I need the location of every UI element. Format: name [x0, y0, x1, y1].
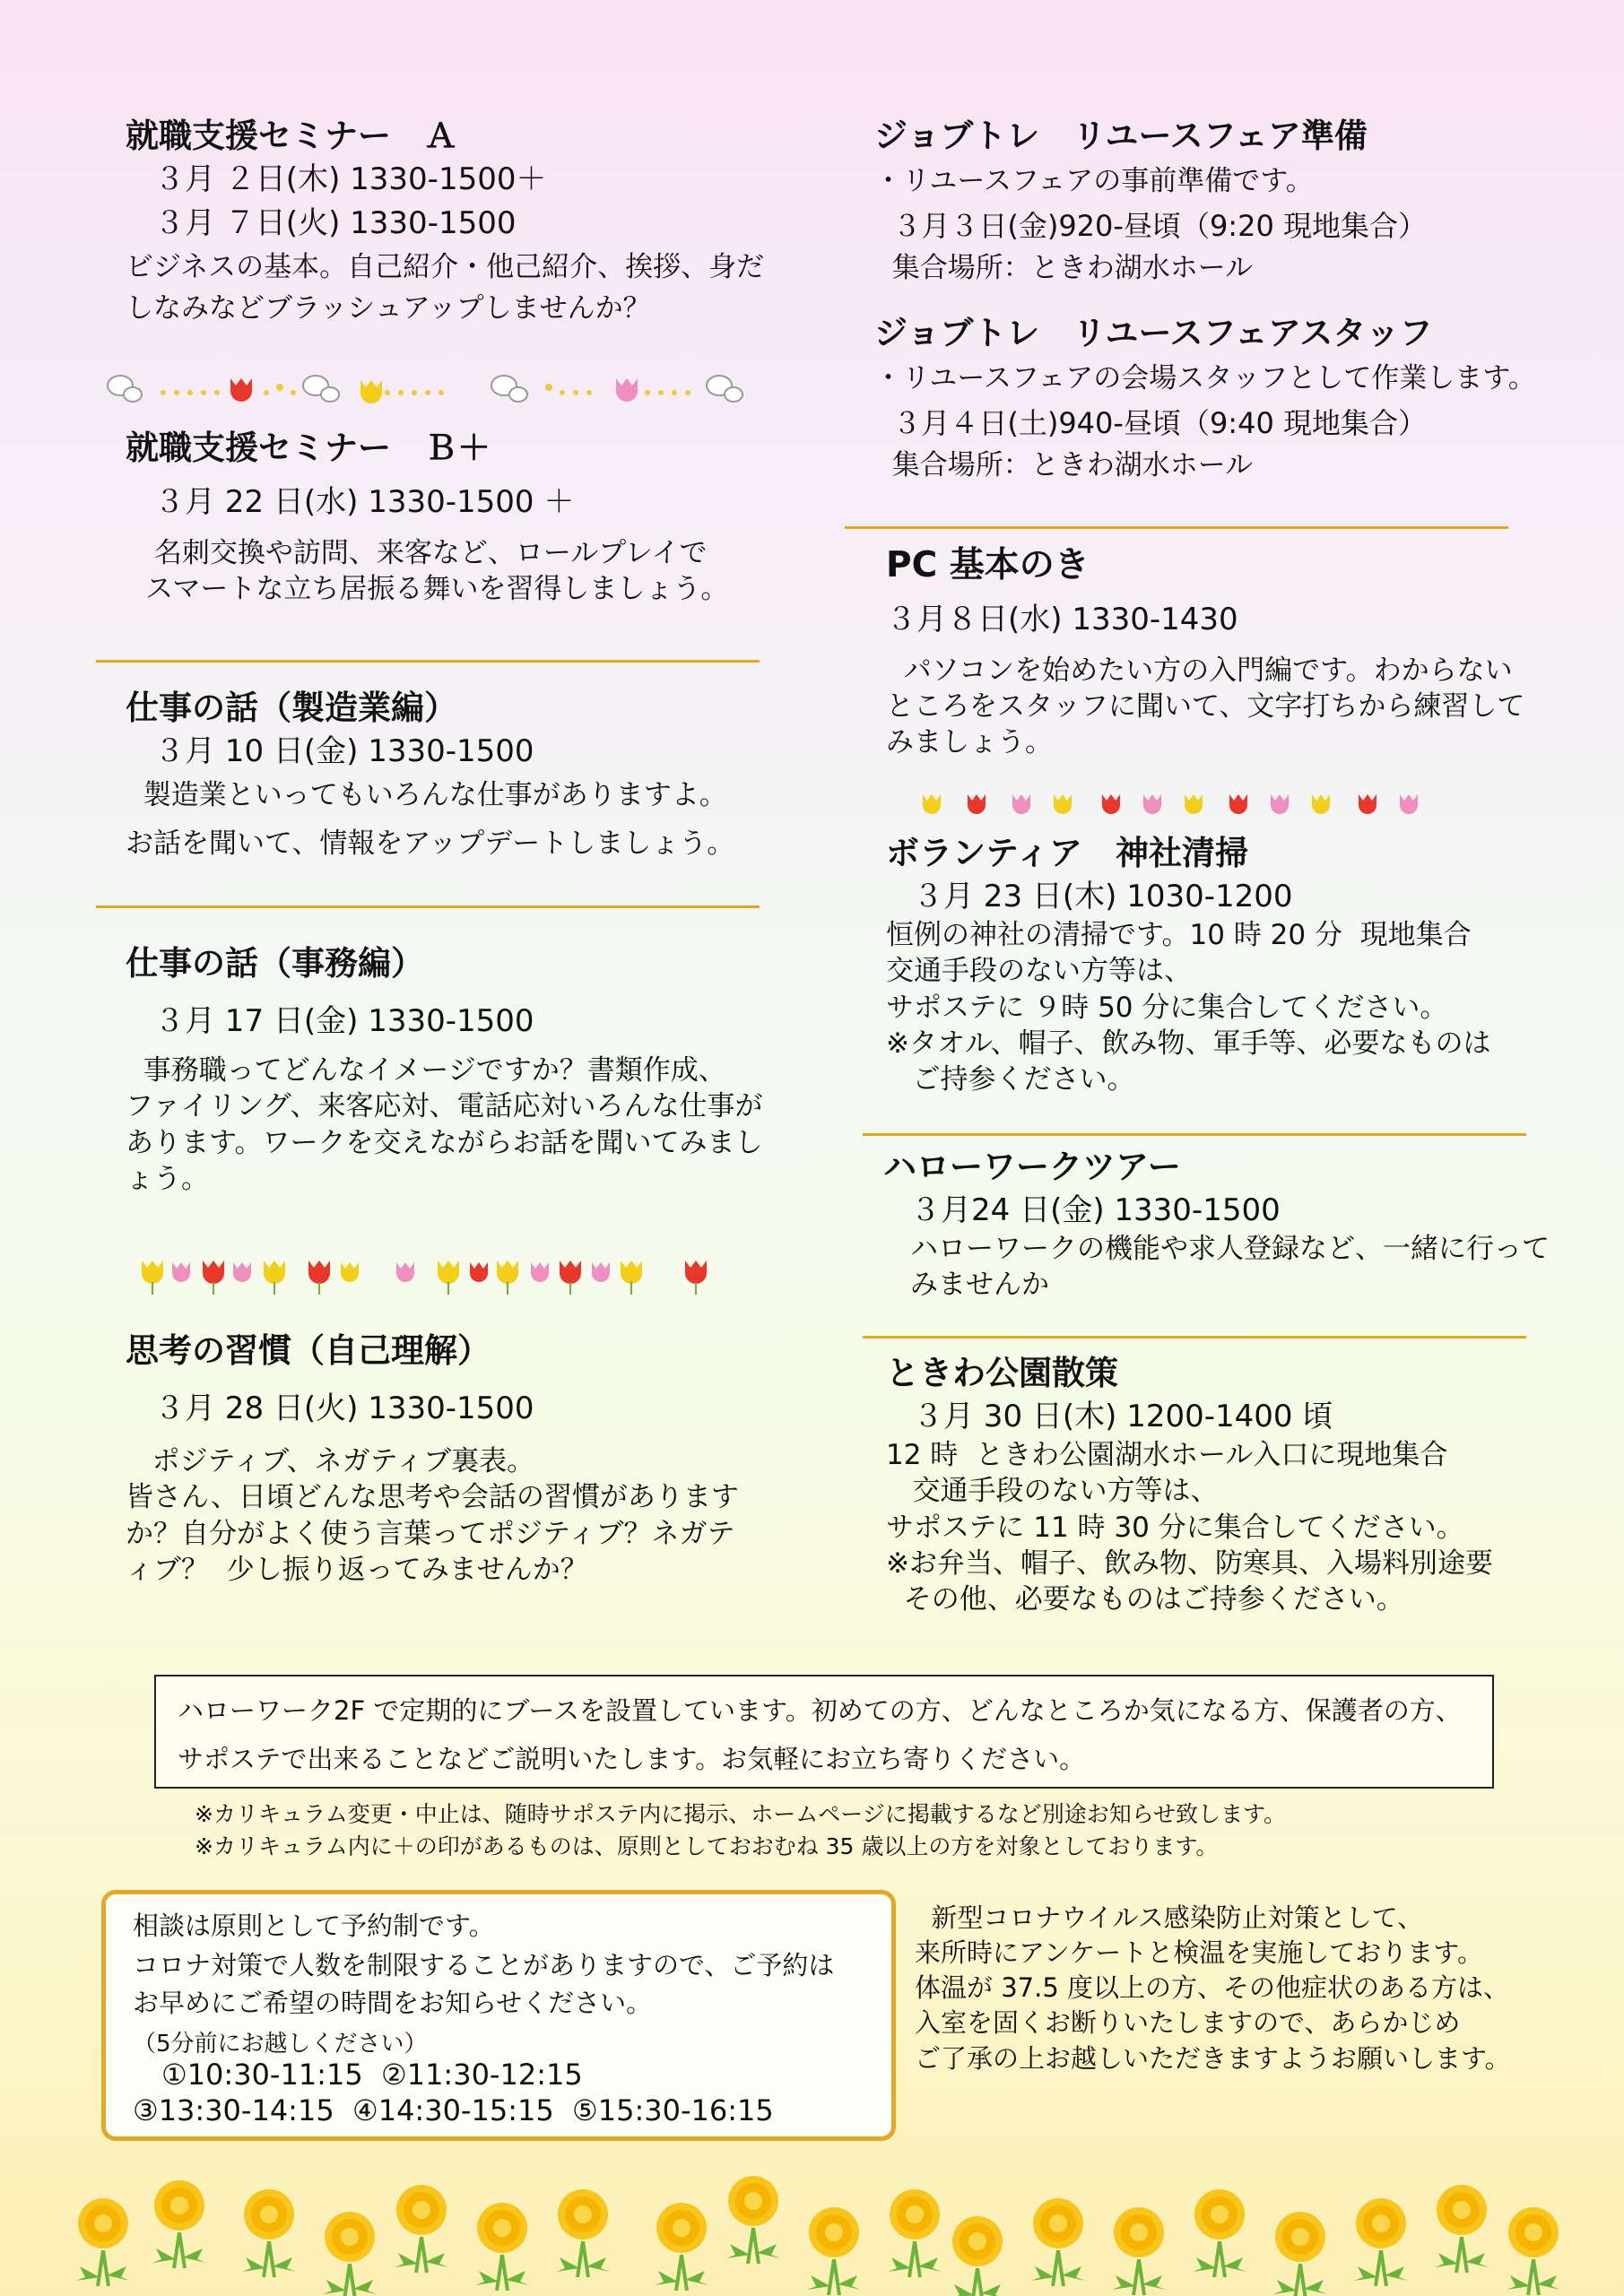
- section-body: 事務職ってどんなイメージですか？書類作成、: [126, 1054, 726, 1087]
- section-body: 名刺交換や訪問、来客など、ロールプレイで: [145, 537, 708, 570]
- section-title: 思考の習慣（自己理解）: [126, 1331, 491, 1370]
- dandelion-icon: [76, 2198, 130, 2286]
- section-body: サポステに ９時 50 分に集合してください。: [886, 991, 1448, 1024]
- section-date: ３月24 日(金) 1330-1500: [910, 1192, 1281, 1229]
- section-body: スマートな立ち居振る舞いを習得しましょう。: [145, 573, 729, 606]
- section-body: 交通手段のない方等は、: [886, 1475, 1219, 1508]
- dandelion-border: [63, 2161, 1569, 2296]
- covid-line: 入室を固くお断りいたしますので、あらかじめ: [915, 2007, 1461, 2039]
- section-body: か？自分がよく使う言葉ってポジティブ？ネガテ: [126, 1517, 735, 1550]
- section-body: パソコンを始めたい方の入門編です。わからない: [886, 654, 1513, 687]
- section-date: ３月 22 日(水) 1330-1500 ＋: [154, 484, 575, 521]
- section-body: ファイリング、来客応対、電話応対いろんな仕事が: [126, 1090, 763, 1123]
- section-body: みませんか: [910, 1269, 1049, 1302]
- divider-line: [96, 660, 760, 663]
- section-line: 集合場所：ときわ湖水ホール: [874, 449, 1254, 482]
- section-date: ３月８日(水) 1330-1430: [886, 601, 1238, 637]
- section-body: ところをスタッフに聞いて、文字打ちから練習して: [886, 689, 1525, 723]
- reservation-box: [101, 1890, 896, 2141]
- section-title: 仕事の話（製造業編）: [126, 689, 457, 727]
- section-title: ボランティア 神社清掃: [886, 834, 1249, 872]
- butterfly-icon: [707, 376, 743, 402]
- section-date: ３月 23 日(木) 1030-1200: [913, 879, 1293, 915]
- section-line: ・リユースフェアの事前準備です。: [874, 165, 1314, 198]
- section-body: ※タオル、帽子、飲み物、軍手等、必要なものは: [886, 1027, 1491, 1061]
- section-body: ィブ？ 少し振り返ってみませんか？: [126, 1554, 588, 1587]
- section-pc: [886, 545, 1524, 760]
- section-reuse-prep: [874, 117, 1427, 286]
- divider-line: [863, 1133, 1526, 1136]
- covid-line: ご了承の上お越しいただきますようお願いします。: [915, 2042, 1511, 2074]
- section-date: ３月 ２日(木) 1330-1500＋: [154, 161, 547, 198]
- section-body: 交通手段のない方等は、: [886, 955, 1192, 988]
- section-line: ３月４日(土)940-昼頃（9:40 現地集合）: [874, 405, 1427, 440]
- reservation-line: 相談は原則として予約制です。: [133, 1910, 495, 1941]
- section-body: ポジティブ、ネガティブ裏表。: [126, 1445, 535, 1478]
- divider-line: [96, 905, 760, 908]
- section-title: ジョブトレ リユースフェア準備: [874, 117, 1368, 155]
- section-date: ３月 30 日(木) 1200-1400 頃: [913, 1399, 1333, 1435]
- section-hellowork: [883, 1148, 1550, 1304]
- booth-notice-line: サポステで出来ることなどご説明いたします。お気軽にお立ち寄りください。: [178, 1744, 1086, 1774]
- section-work-mfg: [126, 689, 734, 862]
- tulip-icon: [230, 378, 252, 402]
- section-park: [886, 1354, 1493, 1618]
- reservation-line: お早めにご希望の時間をお知らせください。: [133, 1988, 653, 2018]
- section-title: 就職支援セミナー Ｂ＋: [126, 429, 491, 467]
- section-title: ハローワークツアー: [883, 1148, 1181, 1186]
- covid-line: 来所時にアンケートと検温を実施しております。: [915, 1937, 1483, 1969]
- reservation-arrival-note: （5分前にお越しください）: [133, 2031, 428, 2058]
- butterfly-icon: [108, 376, 142, 402]
- covid-line: 新型コロナウイルス感染防止対策として、: [915, 1902, 1424, 1933]
- section-title: ジョブトレ リユースフェアスタッフ: [874, 314, 1433, 352]
- section-title: 就職支援セミナー Ａ: [126, 117, 457, 155]
- curriculum-note: ※カリキュラム内に＋の印があるものは、原則としておおむね 35 歳以上の方を対象としております。: [195, 1833, 1219, 1860]
- section-body: ビジネスの基本。自己紹介・他己紹介、挨拶、身だ: [126, 250, 765, 283]
- section-volunteer: [886, 834, 1491, 1098]
- butterfly-tulip-divider: [100, 366, 746, 411]
- covid-notice: [915, 1901, 1511, 2076]
- section-title: 仕事の話（事務編）: [126, 944, 424, 983]
- section-seminar-b: [126, 429, 728, 608]
- section-work-office: [126, 944, 763, 1197]
- section-body: ハローワークの機能や求人登録など、一緒に行って: [910, 1233, 1550, 1266]
- section-title: PC 基本のき: [886, 545, 1090, 585]
- divider-line: [845, 526, 1508, 529]
- curriculum-note: ※カリキュラム変更・中止は、随時サポステ内に掲示、ホームページに掲載するなど別途お知らせ致します。: [195, 1801, 1286, 1827]
- section-body: 12 時 ときわ公園湖水ホール入口に現地集合: [886, 1439, 1448, 1472]
- curriculum-notes: [195, 1798, 1286, 1864]
- section-seminar-a: [126, 117, 764, 327]
- section-body: サポステに 11 時 30 分に集合してください。: [886, 1511, 1464, 1544]
- section-reuse-staff: [874, 314, 1536, 483]
- section-body: 皆さん、日頃どんな思考や会話の習慣があります: [126, 1481, 739, 1514]
- reservation-times: ③13:30-14:15 ④14:30-15:15 ⑤15:30-16:15: [133, 2093, 774, 2127]
- section-body: あります。ワークを交えながらお話を聞いてみまし: [126, 1126, 763, 1159]
- section-body: 製造業といってもいろんな仕事がありますよ。: [126, 779, 727, 812]
- section-date: ３月 17 日(金) 1330-1500: [154, 1003, 534, 1040]
- covid-line: 体温が 37.5 度以上の方、その他症状のある方は、: [915, 1972, 1510, 2004]
- section-body: お話を聞いて、情報をアップデートしましょう。: [126, 827, 735, 861]
- section-line: ・リユースフェアの会場スタッフとして作業します。: [874, 362, 1536, 395]
- tulip-icon: [360, 380, 382, 403]
- section-thinking: [126, 1331, 739, 1588]
- section-body: ※お弁当、帽子、飲み物、防寒具、入場料別途要: [886, 1547, 1493, 1581]
- booth-notice-line: ハローワーク2F で定期的にブースを設置しています。初めての方、どんなところか気になる方、保護者の方、: [178, 1695, 1462, 1726]
- tulip-icon: [616, 378, 638, 402]
- section-date: ３月 10 日(金) 1330-1500: [154, 733, 534, 770]
- section-line: 集合場所：ときわ湖水ホール: [874, 252, 1254, 285]
- section-title: ときわ公園散策: [886, 1354, 1118, 1392]
- section-body: みましょう。: [886, 726, 1053, 759]
- tulip-row-divider: [136, 1255, 719, 1298]
- section-body: その他、必要なものはご持参ください。: [886, 1583, 1404, 1616]
- divider-line: [863, 1336, 1526, 1339]
- butterfly-icon: [303, 376, 339, 402]
- section-body: しなみなどブラッシュアップしませんか？: [126, 292, 651, 325]
- booth-notice-box: [154, 1675, 1494, 1789]
- tulip-row-divider: [919, 791, 1439, 823]
- section-date: ３月 28 日(火) 1330-1500: [154, 1391, 534, 1427]
- section-date: ３月 ７日(火) 1330-1500: [154, 205, 517, 242]
- reservation-times: ①10:30-11:15 ②11:30-12:15: [161, 2058, 583, 2092]
- section-line: ３月３日(金)920-昼頃（9:20 現地集合）: [874, 208, 1427, 243]
- section-body: 恒例の神社の清掃です。10 時 20 分 現地集合: [886, 919, 1472, 952]
- butterfly-icon: [491, 376, 527, 402]
- section-body: ご持参ください。: [886, 1063, 1135, 1096]
- section-body: ょう。: [126, 1163, 209, 1196]
- reservation-line: コロナ対策で人数を制限することがありますので、ご予約は: [133, 1950, 835, 1980]
